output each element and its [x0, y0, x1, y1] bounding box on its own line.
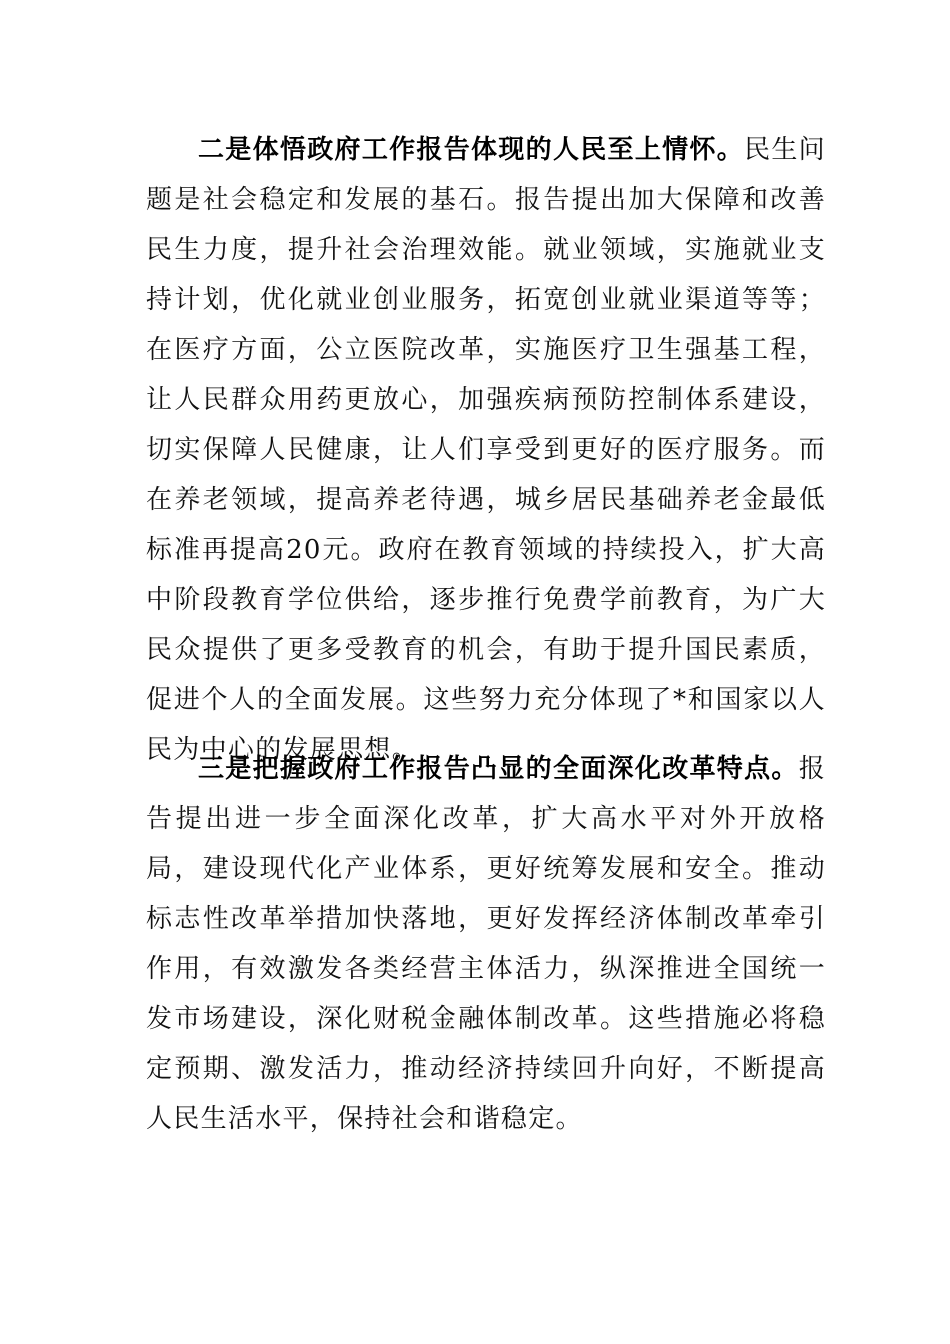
- paragraph-body-text: 报告提出进一步全面深化改革，扩大高水平对外开放格局，建设现代化产业体系，更好统筹发展和安全。推动标志性改革举措加快落地，更好发挥经济体制改革牵引作用，有效激发各类经营主体活力，纵深推进全国统一发市场建设，深化财税金融体制改革。这些措施必将稳定预期、激发活力，推动经济持续回升向好，不断提高人民生活水平，保持社会和谐稳定。: [146, 754, 826, 1134]
- paragraph-lead-heading: 二是体悟政府工作报告体现的人民至上情怀。: [198, 135, 745, 165]
- paragraph-deepen-reform: [146, 744, 826, 1144]
- paragraph-body-text: 民生问题是社会稳定和发展的基石。报告提出加大保障和改善民生力度，提升社会治理效能。就业领域，实施就业支持计划，优化就业创业服务，拓宽创业就业渠道等等；在医疗方面，公立医院改革，实施医疗卫生强基工程，让人民群众用药更放心，加强疾病预防控制体系建设，切实保障人民健康，让人们享受到更好的医疗服务。而在养老领域，提高养老待遇，城乡居民基础养老金最低标准再提高20元。政府在教育领域的持续投入，扩大高中阶段教育学位供给，逐步推行免费学前教育，为广大民众提供了更多受教育的机会，有助于提升国民素质，促进个人的全面发展。这些努力充分体现了*和国家以人民为中心的发展思想。: [146, 135, 826, 765]
- paragraph-people-first: [146, 125, 826, 775]
- paragraph-lead-heading: 三是把握政府工作报告凸显的全面深化改革特点。: [198, 754, 799, 784]
